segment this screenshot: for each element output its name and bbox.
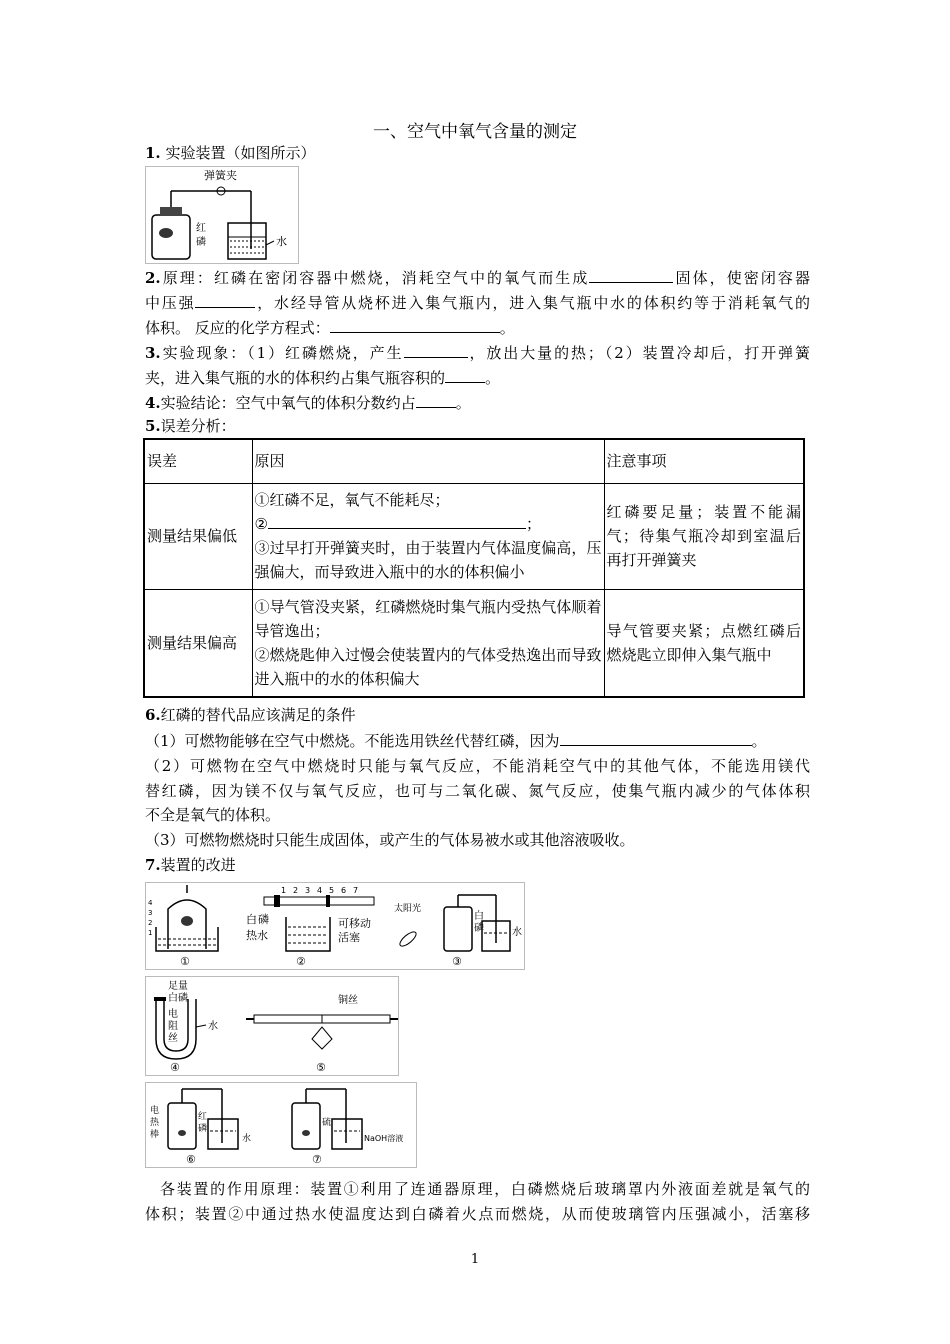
phenomenon-text: 夹，进入集气瓶的水的体积约占集气瓶容积的	[145, 369, 446, 387]
label-resistance: 阻	[168, 1021, 178, 1032]
devices-4-5-diagram	[146, 977, 398, 1075]
reason-item: ③过早打开弹簧夹时，由于装置内气体温度偏高，压强偏大，而导致进入瓶中的水的体积偏小	[254, 539, 602, 581]
note-cell: 红磷要足量；装置不能漏气；待集气瓶冷却到室温后再打开弹簧夹	[604, 483, 804, 589]
label-copper-wire: 铜丝	[338, 995, 358, 1006]
section-2-line1	[145, 266, 810, 290]
scale-tick: 4	[317, 886, 323, 895]
label-movable: 可移动	[338, 917, 371, 930]
principle-text: 原理：红磷在密闭容器中燃烧，消耗空气中的氧气而生成	[160, 269, 590, 287]
label-heating: 热	[150, 1118, 160, 1128]
section-number: 2.	[145, 269, 161, 287]
section-number: 7.	[145, 856, 161, 874]
label-water: 水	[208, 1021, 218, 1032]
principle-text: ，水经导管从烧杯进入集气瓶内，进入集气瓶中水的体积约等于消耗氧气的	[255, 294, 810, 312]
device-6-number: ⑥	[186, 1153, 196, 1166]
section-number: 4.	[145, 394, 161, 412]
device-2-number: ②	[296, 955, 306, 968]
svg-text:2: 2	[148, 919, 153, 927]
figure-apparatus	[145, 166, 299, 264]
label-sunlight: 太阳光	[394, 904, 422, 914]
conclusion-text: 实验结论：空气中氧气的体积分数约占	[160, 394, 416, 412]
row-label-high: 测量结果偏高	[144, 589, 252, 697]
conclusion-text: 。	[455, 394, 471, 412]
condition-text: 。	[751, 732, 767, 750]
section-number: 5.	[145, 417, 161, 435]
reason-item: ①红磷不足，氧气不能耗尽；	[254, 491, 450, 509]
scale-tick: 6	[341, 886, 347, 895]
label-clamp: 弹簧夹	[204, 169, 237, 182]
principle-text: 中压强	[145, 294, 196, 312]
devices-6-7-diagram	[146, 1083, 416, 1167]
label-water: 水	[512, 927, 522, 938]
device-3-number: ③	[452, 955, 462, 968]
scale-tick: 7	[353, 886, 359, 895]
table-header-row	[144, 439, 804, 483]
section-6-title	[145, 703, 810, 727]
label-phosphorus: 磷	[196, 237, 206, 248]
section-text: 装置的改进	[160, 856, 236, 874]
reason-item	[255, 512, 602, 536]
principle-paragraph-line1: 各装置的作用原理：装置①利用了连通器原理，白磷燃烧后玻璃罩内外液面差就是氧气的	[160, 1180, 810, 1198]
devices-1-3-diagram	[146, 883, 524, 969]
label-naoh: NaOH溶液	[364, 1134, 404, 1143]
section-6-p3: （3）可燃物燃烧时只能生成固体，或产生的气体易被水或其他溶液吸收。	[145, 831, 635, 849]
section-text: 实验装置（如图所示）	[165, 144, 316, 162]
reason-cell	[252, 589, 604, 697]
section-1	[145, 141, 810, 165]
section-6-p2-line3: 不全是氧气的体积。	[145, 806, 281, 824]
blank-reason[interactable]	[268, 513, 526, 529]
reason-punct: ；	[525, 515, 541, 533]
label-white: 白	[246, 913, 257, 926]
header-reason: 原因	[252, 439, 604, 483]
section-3-line2	[145, 366, 810, 390]
label-red: 红	[196, 223, 206, 234]
figure-improved-devices-1-3	[145, 882, 525, 970]
blank-smoke[interactable]	[404, 342, 468, 358]
scale-tick: 3	[305, 886, 311, 895]
label-white-phosphorus: 白磷	[168, 993, 188, 1004]
phenomenon-text: ，放出大量的热；（2）装置冷却后，打开弹簧	[467, 344, 811, 362]
label-rod: 棒	[150, 1130, 160, 1140]
blank-fraction[interactable]	[445, 367, 485, 383]
label-hot-water: 热水	[246, 929, 268, 942]
principle-text: 固体，使密闭容器	[673, 269, 810, 287]
note-cell: 导气管要夹紧；点燃红磷后燃烧匙立即伸入集气瓶中	[604, 589, 804, 697]
scale-tick: 2	[293, 886, 299, 895]
reason-item: ②燃烧匙伸入过慢会使装置内的气体受热逸出而导致进入瓶中的水的体积偏大	[254, 645, 602, 688]
condition-text: （1）可燃物能够在空气中燃烧。不能选用铁丝代替红磷，因为	[145, 732, 560, 750]
label-water: 水	[242, 1134, 252, 1144]
section-text: 红磷的替代品应该满足的条件	[160, 706, 356, 724]
principle-paragraph-line2: 体积；装置②中通过热水使温度达到白磷着火点而燃烧，从而使玻璃管内压强减小，活塞移	[145, 1205, 810, 1223]
section-text: 误差分析：	[160, 417, 236, 435]
section-6-p1	[145, 729, 810, 753]
label-piston: 活塞	[338, 931, 360, 944]
section-number: 1.	[145, 144, 161, 162]
apparatus-diagram	[146, 167, 298, 263]
section-7-title	[145, 853, 810, 877]
figure-improved-devices-4-5	[145, 976, 399, 1076]
label-sufficient: 足量	[168, 981, 188, 992]
label-phosphorus: 磷	[198, 1124, 208, 1134]
section-number: 3.	[145, 344, 161, 362]
svg-text:4: 4	[148, 899, 153, 907]
svg-text:3: 3	[148, 909, 153, 917]
blank-percentage[interactable]	[416, 392, 456, 408]
label-phosphorus: 磷	[258, 913, 269, 926]
table-row	[144, 589, 804, 697]
header-error: 误差	[144, 439, 252, 483]
blank-solid[interactable]	[589, 267, 673, 283]
header-notes: 注意事项	[604, 439, 804, 483]
label-sulfur: 硫	[322, 1118, 332, 1128]
label-electric: 电	[150, 1106, 160, 1116]
section-6-p2-line1: （2）可燃物在空气中燃烧时只能与氧气反应，不能消耗空气中的其他气体，不能选用镁代	[145, 757, 810, 775]
principle-text: 。	[499, 319, 515, 337]
section-3-line1	[145, 341, 810, 365]
section-4	[145, 391, 810, 415]
label-red: 红	[198, 1112, 208, 1122]
page-number: 1	[470, 1252, 480, 1267]
label-water: 水	[276, 235, 287, 248]
phenomenon-text: 。	[485, 369, 501, 387]
blank-equation[interactable]	[330, 317, 500, 333]
label-phosphorus: 磷	[474, 923, 484, 934]
principle-text: 体积。 反应的化学方程式：	[145, 319, 330, 337]
device-1-number: ①	[180, 955, 190, 968]
table-row	[144, 483, 804, 589]
device-7-number: ⑦	[312, 1153, 322, 1166]
section-number: 6.	[145, 706, 161, 724]
section-2-line3	[145, 316, 810, 340]
reason-cell	[252, 483, 604, 589]
page-title: 一、空气中氧气含量的测定	[373, 122, 577, 142]
figure-improved-devices-6-7	[145, 1082, 417, 1168]
blank-pressure[interactable]	[195, 292, 255, 308]
blank-iron-reason[interactable]	[560, 730, 752, 746]
device-4-number: ④	[170, 1061, 180, 1074]
svg-text:1: 1	[148, 929, 153, 937]
label-white: 白	[474, 911, 484, 922]
reason-item: ①导气管没夹紧，红磷燃烧时集气瓶内受热气体顺着导管逸出；	[254, 597, 602, 640]
phenomenon-text: 实验现象：（1）红磷燃烧，产生	[160, 344, 404, 362]
section-2-line2	[145, 291, 810, 315]
scale-tick: 1	[281, 886, 287, 895]
label-wire: 丝	[168, 1033, 178, 1044]
error-analysis-table	[143, 438, 805, 698]
scale-tick: 5	[329, 886, 335, 895]
row-label-low: 测量结果偏低	[144, 483, 252, 589]
section-6-p2-line2: 替红磷，因为镁不仅与氧气反应，也可与二氧化碳、氮气反应，使集气瓶内减少的气体体积	[145, 782, 810, 800]
device-5-number: ⑤	[316, 1061, 326, 1074]
section-5	[145, 414, 810, 438]
reason-num: ②	[254, 515, 268, 533]
label-resistance: 电	[168, 1009, 178, 1020]
